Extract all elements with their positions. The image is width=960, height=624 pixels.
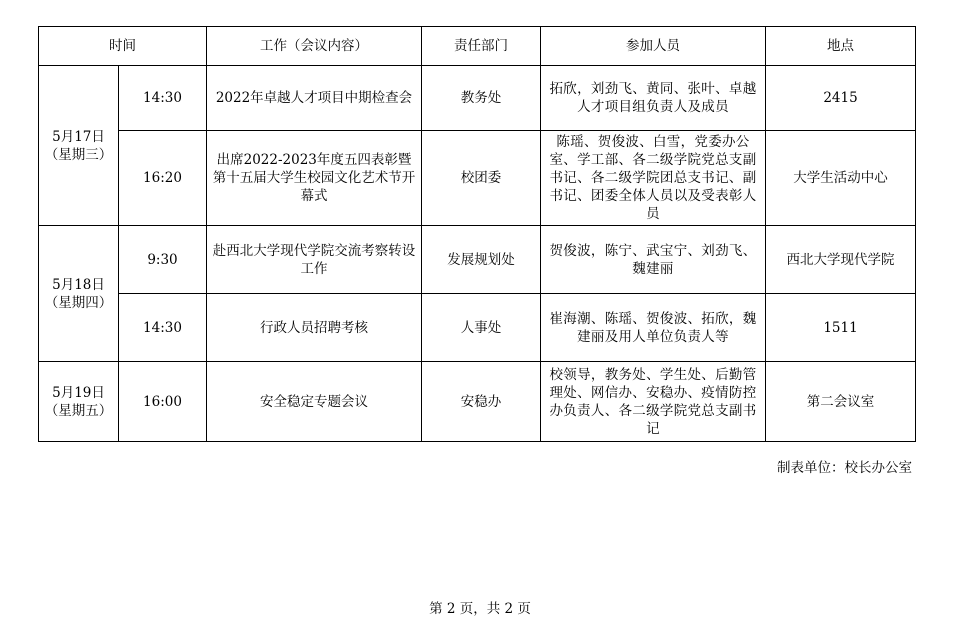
work-cell: 赴西北大学现代学院交流考察转设工作 [207, 226, 422, 294]
schedule-table [38, 26, 916, 442]
table-row [39, 131, 916, 226]
table-row [39, 226, 916, 294]
table-maker-note: 制表单位：校长办公室 [777, 460, 912, 476]
location-cell: 大学生活动中心 [766, 131, 916, 226]
time-cell: 14:30 [119, 294, 207, 362]
header-time: 时间 [39, 27, 207, 66]
attendees-cell: 校领导，教务处、学生处、后勤管理处、网信办、安稳办、疫情防控办负责人、各二级学院党总支副书记 [541, 362, 766, 442]
header-dept: 责任部门 [422, 27, 541, 66]
date-label: 5月17日 [52, 128, 105, 145]
work-cell: 安全稳定专题会议 [207, 362, 422, 442]
work-cell: 2022年卓越人才项目中期检查会 [207, 66, 422, 131]
attendees-cell: 拓欣，刘劲飞、黄同、张叶、卓越人才项目组负责人及成员 [541, 66, 766, 131]
time-cell: 16:20 [119, 131, 207, 226]
date-label: 5月19日 [52, 384, 105, 401]
attendees-cell: 贺俊波，陈宁、武宝宁、刘劲飞、魏建丽 [541, 226, 766, 294]
date-cell [39, 362, 119, 442]
date-cell [39, 66, 119, 226]
header-work: 工作（会议内容） [207, 27, 422, 66]
attendees-cell: 崔海潮、陈瑶、贺俊波、拓欣，魏建丽及用人单位负责人等 [541, 294, 766, 362]
weekday-label: （星期三） [44, 146, 113, 163]
dept-cell: 人事处 [422, 294, 541, 362]
page-number: 第 2 页，共 2 页 [429, 601, 531, 617]
work-cell: 出席2022-2023年度五四表彰暨第十五届大学生校园文化艺术节开幕式 [207, 131, 422, 226]
location-cell: 西北大学现代学院 [766, 226, 916, 294]
dept-cell: 发展规划处 [422, 226, 541, 294]
date-cell [39, 226, 119, 362]
header-location: 地点 [766, 27, 916, 66]
date-label: 5月18日 [52, 276, 105, 293]
work-cell: 行政人员招聘考核 [207, 294, 422, 362]
table-row [39, 294, 916, 362]
dept-cell: 安稳办 [422, 362, 541, 442]
time-cell: 9:30 [119, 226, 207, 294]
table-row [39, 362, 916, 442]
dept-cell: 教务处 [422, 66, 541, 131]
weekday-label: （星期五） [44, 402, 113, 419]
attendees-cell: 陈瑶、贺俊波、白雪，党委办公室、学工部、各二级学院党总支副书记、各二级学院团总支书记、副书记、团委全体人员以及受表彰人员 [541, 131, 766, 226]
location-cell: 1511 [766, 294, 916, 362]
weekday-label: （星期四） [44, 294, 113, 311]
table-row [39, 66, 916, 131]
location-cell: 2415 [766, 66, 916, 131]
header-row [39, 27, 916, 66]
header-attendees: 参加人员 [541, 27, 766, 66]
dept-cell: 校团委 [422, 131, 541, 226]
location-cell: 第二会议室 [766, 362, 916, 442]
time-cell: 16:00 [119, 362, 207, 442]
time-cell: 14:30 [119, 66, 207, 131]
